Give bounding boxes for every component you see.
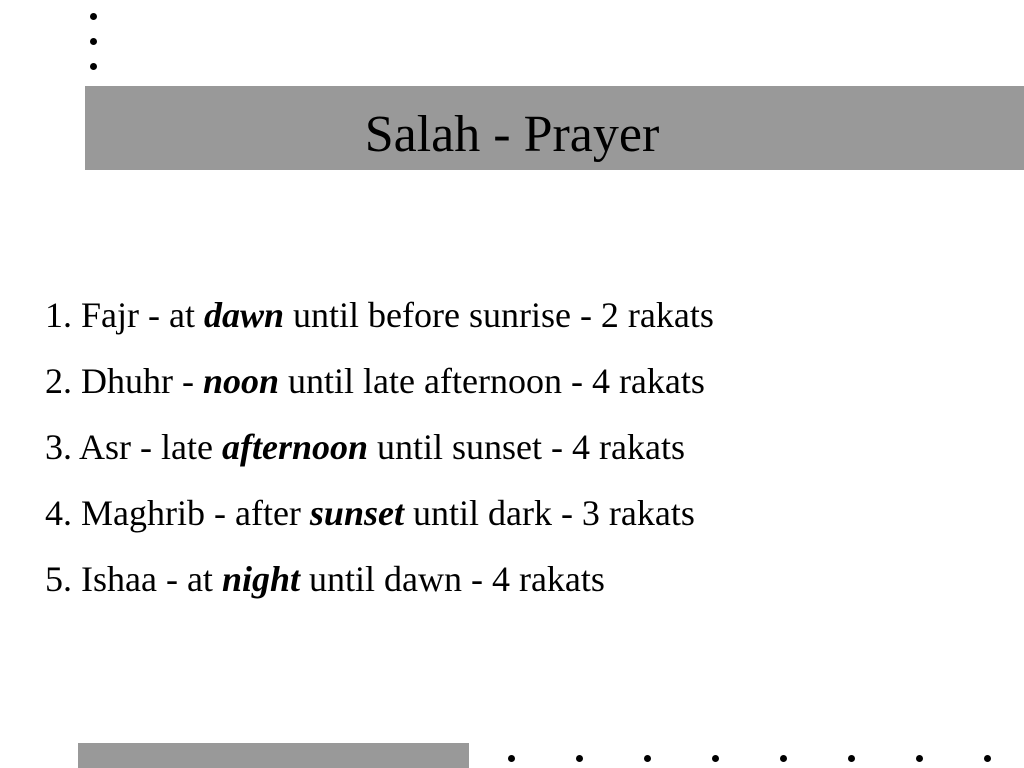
prayer-emphasis: afternoon xyxy=(221,427,368,467)
prayer-name: Maghrib xyxy=(81,493,205,533)
prayer-text-before: - at xyxy=(139,295,204,335)
prayer-number: 3. xyxy=(45,427,72,467)
prayer-emphasis: dawn xyxy=(203,295,285,335)
prayer-list xyxy=(45,282,714,612)
prayer-text-after: until dark - 3 rakats xyxy=(403,493,695,533)
prayer-number: 1. xyxy=(45,295,72,335)
decor-dot xyxy=(508,755,515,762)
decor-dot xyxy=(644,755,651,762)
decor-dot xyxy=(576,755,583,762)
prayer-item-ishaa xyxy=(45,546,714,612)
prayer-text-before: - xyxy=(173,361,203,401)
decor-dot xyxy=(848,755,855,762)
decor-dot xyxy=(712,755,719,762)
decor-dot xyxy=(916,755,923,762)
prayer-text-before: - late xyxy=(131,427,222,467)
slide-title: Salah - Prayer xyxy=(364,106,660,163)
prayer-text-after: until late afternoon - 4 rakats xyxy=(279,361,705,401)
decor-dot xyxy=(90,63,97,70)
prayer-text-before: - at xyxy=(156,559,222,599)
decor-dot xyxy=(90,38,97,45)
decor-dot xyxy=(984,755,991,762)
prayer-text-before: - after xyxy=(204,493,310,533)
footer-bar xyxy=(78,743,469,768)
prayer-text-after: until sunset - 4 rakats xyxy=(368,427,685,467)
prayer-text-after: until dawn - 4 rakats xyxy=(299,559,605,599)
prayer-item-fajr xyxy=(45,282,714,348)
prayer-item-maghrib xyxy=(45,480,714,546)
decor-dot xyxy=(780,755,787,762)
prayer-text-after: until before sunrise - 2 rakats xyxy=(284,295,714,335)
prayer-name: Ishaa xyxy=(81,559,157,599)
prayer-emphasis: night xyxy=(221,559,300,599)
prayer-number: 2. xyxy=(45,361,72,401)
prayer-item-asr xyxy=(45,414,714,480)
prayer-name: Dhuhr xyxy=(81,361,173,401)
prayer-item-dhuhr xyxy=(45,348,714,414)
prayer-emphasis: noon xyxy=(203,361,280,401)
prayer-name: Fajr xyxy=(81,295,139,335)
prayer-name: Asr xyxy=(79,427,132,467)
prayer-number: 5. xyxy=(45,559,72,599)
prayer-emphasis: sunset xyxy=(309,493,404,533)
decor-dot xyxy=(90,13,97,20)
prayer-number: 4. xyxy=(45,493,72,533)
